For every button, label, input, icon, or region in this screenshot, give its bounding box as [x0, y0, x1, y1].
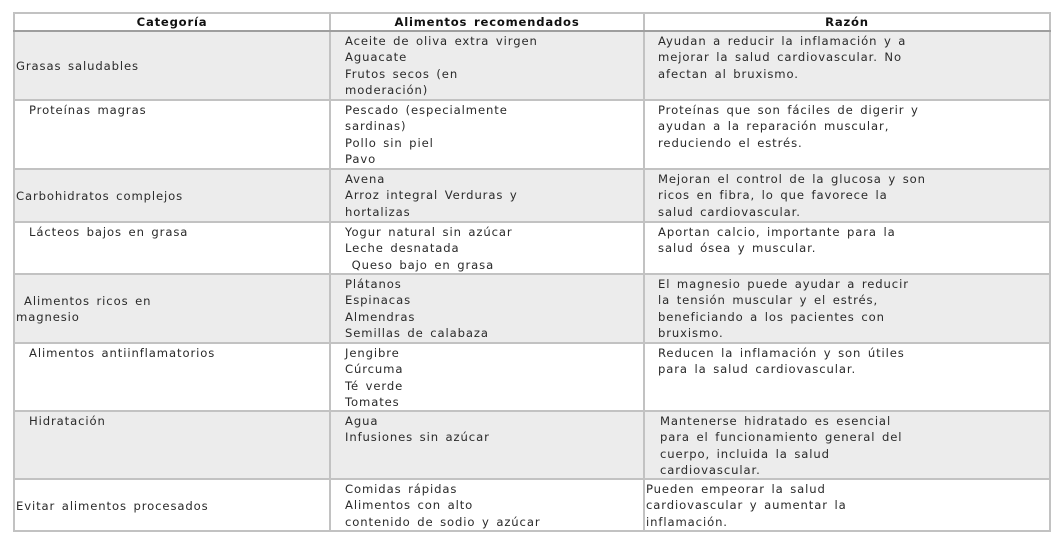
food-item: Almendras: [345, 309, 416, 324]
reason-line: cardiovascular y aumentar la: [646, 498, 847, 513]
category-cell: [14, 274, 330, 343]
foods-cell: [330, 222, 644, 274]
foods-cell: [330, 100, 644, 169]
table-header-row: [14, 13, 1050, 31]
food-item: Semillas de calabaza: [345, 325, 489, 340]
food-item: Pollo sin piel: [345, 135, 434, 150]
category-cell: [14, 411, 330, 479]
foods-cell: [330, 274, 644, 343]
food-item: Queso bajo en grasa: [345, 257, 495, 272]
food-item: Pescado (especialmente: [345, 103, 508, 118]
reason-line: afectan al bruxismo.: [658, 66, 799, 81]
category-text: Carbohidratos complejos: [16, 189, 184, 204]
food-item: hortalizas: [345, 204, 411, 219]
reason-cell: [644, 169, 1050, 222]
food-item: Jengibre: [345, 346, 400, 361]
category-cell: [14, 100, 330, 169]
category-cell: [14, 343, 330, 411]
table-row: [14, 479, 1050, 531]
food-item: Leche desnatada: [345, 241, 460, 256]
category-text: Hidratación: [29, 414, 106, 429]
food-item: moderación): [345, 82, 429, 97]
food-item: Pavo: [345, 151, 377, 166]
reason-line: bruxismo.: [658, 325, 724, 340]
reason-line: ricos en fibra, lo que favorece la: [658, 188, 888, 203]
food-item: Comidas rápidas: [345, 482, 458, 497]
reason-line: Proteínas que son fáciles de digerir y: [658, 103, 919, 118]
foods-cell: [330, 169, 644, 222]
table-row: [14, 169, 1050, 222]
food-item: Infusiones sin azúcar: [345, 430, 490, 445]
food-item: Aguacate: [345, 50, 408, 65]
reason-line: salud ósea y muscular.: [658, 241, 817, 256]
table-row: [14, 222, 1050, 274]
reason-cell: [644, 411, 1050, 479]
reason-line: Aportan calcio, importante para la: [658, 225, 896, 240]
nutrition-table: [13, 12, 1051, 532]
food-item: Avena: [345, 172, 386, 187]
reason-cell: [644, 100, 1050, 169]
category-cell: [14, 31, 330, 100]
reason-line: para la salud cardiovascular.: [658, 362, 857, 377]
food-item: Alimentos con alto: [345, 498, 474, 513]
food-item: Plátanos: [345, 277, 402, 292]
food-item: Yogur natural sin azúcar: [345, 225, 513, 240]
category-text: Alimentos ricos en: [24, 294, 152, 308]
food-item: Aceite de oliva extra virgen: [345, 34, 538, 49]
table-row: [14, 31, 1050, 100]
reason-line: cuerpo, incluida la salud: [660, 446, 830, 461]
reason-line: mejorar la salud cardiovascular. No: [658, 50, 902, 65]
food-item: Tomates: [345, 394, 400, 409]
reason-cell: [644, 274, 1050, 343]
foods-cell: [330, 411, 644, 479]
food-item: Frutos secos (en: [345, 66, 459, 81]
table-row: [14, 343, 1050, 411]
category-text: Grasas saludables: [16, 59, 139, 74]
reason-line: Mantenerse hidratado es esencial: [660, 414, 892, 429]
food-item: sardinas): [345, 119, 407, 134]
reason-line: El magnesio puede ayudar a reducir: [658, 277, 909, 292]
food-item: Cúrcuma: [345, 362, 404, 377]
foods-cell: [330, 479, 644, 531]
category-text: Evitar alimentos procesados: [16, 498, 209, 513]
reason-cell: [644, 222, 1050, 274]
reason-line: Reducen la inflamación y son útiles: [658, 346, 905, 361]
reason-line: beneficiando a los pacientes con: [658, 309, 885, 324]
reason-line: Pueden empeorar la salud: [646, 482, 826, 497]
category-text: Proteínas magras: [29, 103, 147, 118]
food-item: contenido de sodio y azúcar: [345, 514, 541, 529]
reason-line: Mejoran el control de la glucosa y son: [658, 172, 926, 187]
reason-line: Ayudan a reducir la inflamación y a: [658, 34, 907, 49]
food-item: Arroz integral Verduras y: [345, 188, 518, 203]
category-cell: [14, 222, 330, 274]
header-category: Categoría: [14, 13, 330, 31]
food-item: Té verde: [345, 378, 404, 393]
category-text: magnesio: [16, 310, 80, 325]
reason-line: salud cardiovascular.: [658, 204, 801, 219]
reason-line: ayudan a la reparación muscular,: [658, 119, 890, 134]
reason-line: cardiovascular.: [660, 462, 761, 477]
table-row: [14, 274, 1050, 343]
reason-line: la tensión muscular y el estrés,: [658, 293, 879, 308]
reason-cell: [644, 31, 1050, 100]
food-item: Agua: [345, 414, 379, 429]
reason-cell: [644, 343, 1050, 411]
table-row: [14, 100, 1050, 169]
category-cell: [14, 169, 330, 222]
category-cell: [14, 479, 330, 531]
reason-line: reduciendo el estrés.: [658, 135, 803, 150]
reason-cell: [644, 479, 1050, 531]
table-row: [14, 411, 1050, 479]
reason-line: para el funcionamiento general del: [660, 430, 903, 445]
foods-cell: [330, 31, 644, 100]
reason-line: inflamación.: [646, 514, 728, 529]
header-reason: Razón: [644, 13, 1050, 31]
foods-cell: [330, 343, 644, 411]
food-item: Espinacas: [345, 293, 412, 308]
header-foods: Alimentos recomendados: [330, 13, 644, 31]
category-text: Alimentos antiinflamatorios: [29, 346, 216, 361]
category-text: Lácteos bajos en grasa: [29, 225, 189, 240]
